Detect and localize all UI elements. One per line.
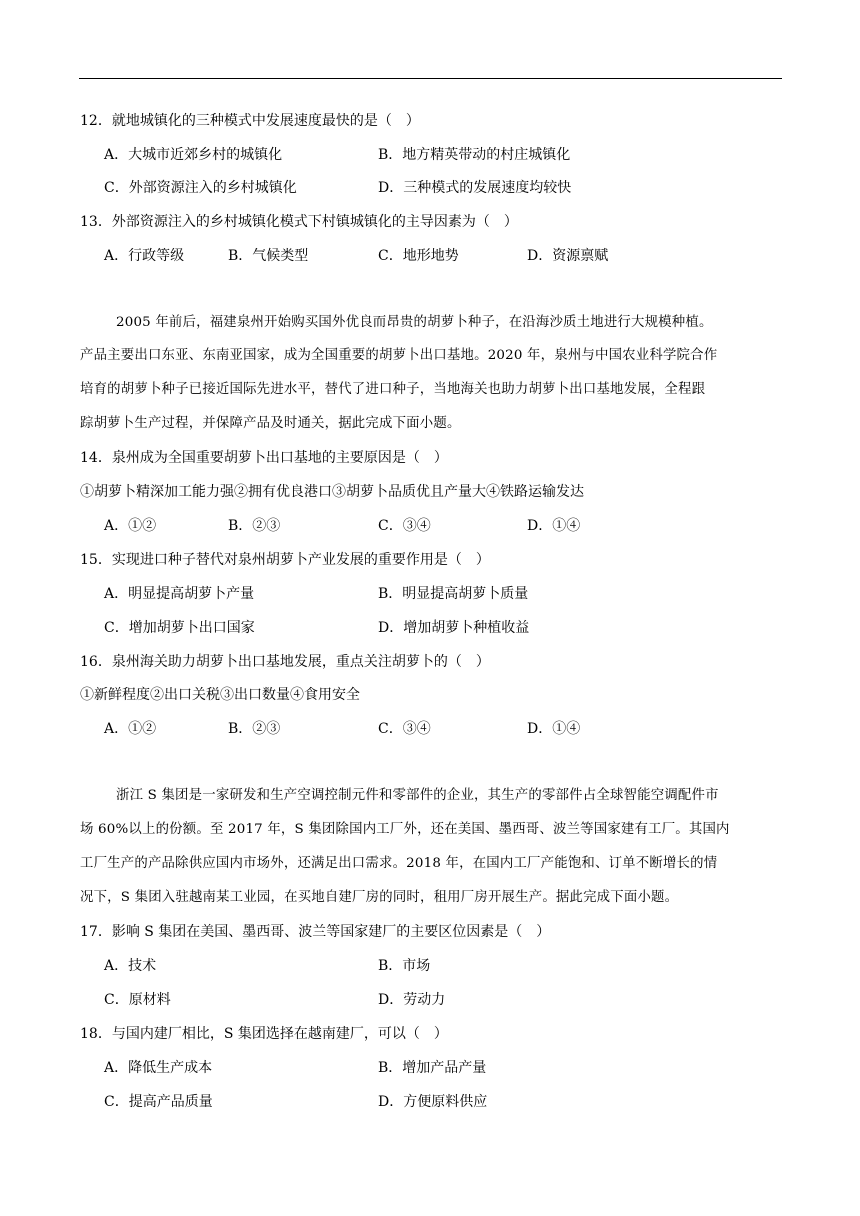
question-14-option-a[interactable]: A．①② — [104, 518, 157, 534]
question-15-option-c[interactable]: C．增加胡萝卜出口国家 — [104, 620, 255, 636]
question-17-option-c[interactable]: C．原材料 — [104, 992, 171, 1008]
question-12-option-d[interactable]: D．三种模式的发展速度均较快 — [378, 180, 572, 196]
question-13-option-a[interactable]: A．行政等级 — [104, 248, 185, 264]
passage-2-line-1: 浙江 S 集团是一家研发和生产空调控制元件和零部件的企业，其生产的零部件占全球智能空调配件市 — [116, 788, 719, 803]
passage-1-line-3: 培育的胡萝卜种子已接近国际先进水平，替代了进口种子，当地海关也助力胡萝卜出口基地发展，全程跟 — [80, 382, 706, 397]
question-14-option-b[interactable]: B．②③ — [228, 518, 281, 534]
passage-1-line-4: 踪胡萝卜生产过程，并保障产品及时通关，据此完成下面小题。 — [80, 416, 461, 431]
question-15-option-a[interactable]: A．明显提高胡萝卜产量 — [104, 586, 255, 602]
question-15-stem: 15．实现进口种子替代对泉州胡萝卜产业发展的重要作用是（ ） — [80, 552, 490, 568]
question-13-option-c[interactable]: C．地形地势 — [378, 248, 459, 264]
question-12-option-c[interactable]: C．外部资源注入的乡村城镇化 — [104, 180, 297, 196]
passage-1-line-2: 产品主要出口东亚、东南亚国家，成为全国重要的胡萝卜出口基地。2020 年，泉州与中国农业科学院合作 — [80, 348, 718, 363]
question-16-option-c[interactable]: C．③④ — [378, 721, 431, 737]
question-12-option-a[interactable]: A．大城市近郊乡村的城镇化 — [104, 147, 283, 163]
question-14-option-c[interactable]: C．③④ — [378, 518, 431, 534]
question-15-option-d[interactable]: D．增加胡萝卜种植收益 — [378, 620, 530, 636]
question-13-option-b[interactable]: B．气候类型 — [228, 248, 309, 264]
question-15-option-b[interactable]: B．明显提高胡萝卜质量 — [378, 586, 529, 602]
question-16-option-d[interactable]: D．①④ — [527, 721, 581, 737]
question-18-option-b[interactable]: B．增加产品产量 — [378, 1060, 487, 1076]
question-12-option-b[interactable]: B．地方精英带动的村庄城镇化 — [378, 147, 571, 163]
question-14-option-d[interactable]: D．①④ — [527, 518, 581, 534]
passage-2-line-2: 场 60%以上的份额。至 2017 年，S 集团除国内工厂外，还在美国、墨西哥、波兰等国家建有工厂。其国内 — [80, 822, 730, 837]
passage-2-line-4: 况下，S 集团入驻越南某工业园，在买地自建厂房的同时，租用厂房开展生产。据此完成下面小题。 — [80, 890, 679, 905]
question-16-items: ①新鲜程度②出口关税③出口数量④食用安全 — [80, 687, 360, 703]
question-12-stem: 12．就地城镇化的三种模式中发展速度最快的是（ ） — [80, 113, 420, 129]
question-17-option-d[interactable]: D．劳动力 — [378, 992, 446, 1008]
question-18-option-d[interactable]: D．方便原料供应 — [378, 1094, 488, 1110]
header-rule — [79, 78, 782, 79]
question-16-option-b[interactable]: B．②③ — [228, 721, 281, 737]
question-18-option-a[interactable]: A．降低生产成本 — [104, 1060, 213, 1076]
question-16-option-a[interactable]: A．①② — [104, 721, 157, 737]
question-17-stem: 17．影响 S 集团在美国、墨西哥、波兰等国家建厂的主要区位因素是（ ） — [80, 924, 551, 940]
question-17-option-a[interactable]: A．技术 — [104, 958, 157, 974]
passage-2-line-3: 工厂生产的产品除供应国内市场外，还满足出口需求。2018 年，在国内工厂产能饱和、订单不断增长的情 — [80, 856, 718, 871]
question-13-stem: 13．外部资源注入的乡村城镇化模式下村镇城镇化的主导因素为（ ） — [80, 214, 518, 230]
question-14-items: ①胡萝卜精深加工能力强②拥有优良港口③胡萝卜品质优且产量大④铁路运输发达 — [80, 484, 584, 500]
question-14-stem: 14．泉州成为全国重要胡萝卜出口基地的主要原因是（ ） — [80, 450, 448, 466]
question-16-stem: 16．泉州海关助力胡萝卜出口基地发展，重点关注胡萝卜的（ ） — [80, 654, 490, 670]
question-18-stem: 18．与国内建厂相比，S 集团选择在越南建厂，可以（ ） — [80, 1026, 448, 1042]
passage-1-line-1: 2005 年前后，福建泉州开始购买国外优良而昂贵的胡萝卜种子，在沿海沙质土地进行大规模种植。 — [116, 315, 713, 330]
question-17-option-b[interactable]: B．市场 — [378, 958, 431, 974]
question-18-option-c[interactable]: C．提高产品质量 — [104, 1094, 213, 1110]
question-13-option-d[interactable]: D．资源禀赋 — [527, 248, 609, 264]
